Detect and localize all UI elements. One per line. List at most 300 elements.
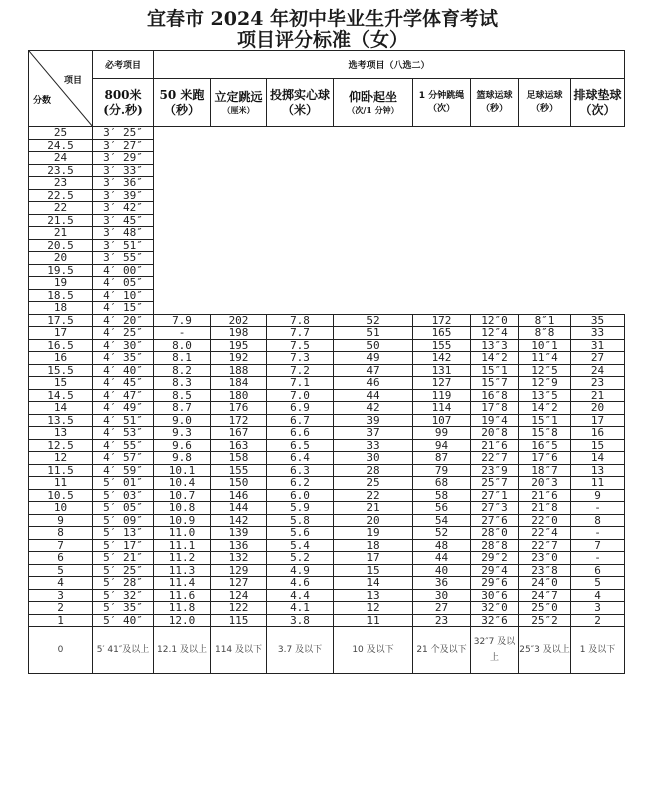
cell-standing-jump: 163 [211,439,267,452]
cell-standing-jump: 188 [211,364,267,377]
cell-basketball: 25″7 [471,477,519,490]
cell-volleyball: 6 [571,564,625,577]
table-row [29,589,625,602]
cell-football: 15″1 [519,414,571,427]
cell-standing-jump: 122 [211,602,267,615]
cell-sit-ups: 46 [334,377,413,390]
cell-standing-jump: 136 [211,539,267,552]
col-unit: （秒） [163,102,200,117]
cell-football: 22″4 [519,527,571,540]
cell-sit-ups: 13 [334,589,413,602]
cell-football: 11″4 [519,352,571,365]
cell-800m: 5′ 17″ [93,539,154,552]
cell-standing-jump: 155 [211,464,267,477]
cell-sit-ups: 15 [334,564,413,577]
cell-800m: 4′ 40″ [93,364,154,377]
cell-50m: 8.5 [154,389,211,402]
cell-volleyball: 2 [571,614,625,627]
cell-football: 22″7 [519,539,571,552]
cell-sit-ups: 33 [334,439,413,452]
cell-score: 24.5 [29,139,93,152]
cell-800m: 5′ 03″ [93,489,154,502]
cell-shot-put: 4.1 [267,602,334,615]
col-header-standing-jump [211,79,267,127]
cell-score: 11.5 [29,464,93,477]
cell-rope-skipping: 94 [413,439,471,452]
cell-volleyball: 15 [571,439,625,452]
table-row [29,314,625,327]
table-row [29,127,625,140]
col-name: 仰卧起坐 [348,89,397,104]
cell-shot-put: 4.4 [267,589,334,602]
cell-sit-ups: 47 [334,364,413,377]
col-unit: （次） [427,103,455,114]
col-name: 篮球运球 [476,90,513,101]
cell-standing-jump: 195 [211,339,267,352]
cell-standing-jump: 127 [211,577,267,590]
cell-800m: 3′ 33″ [93,164,154,177]
cell-football: 14″2 [519,402,571,415]
cell-football: 25″0 [519,602,571,615]
cell-score: 16.5 [29,339,93,352]
cell-volleyball: - [571,552,625,565]
cell-rope-skipping: 99 [413,427,471,440]
cell-50m: 10.9 [154,514,211,527]
cell-volleyball: 4 [571,589,625,602]
cell-score: 17 [29,327,93,340]
cell-shot-put: 7.7 [267,327,334,340]
cell-800m: 5′ 21″ [93,552,154,565]
header-row-groups [29,51,625,79]
cell-football: 13″5 [519,389,571,402]
cell-rope-skipping: 79 [413,464,471,477]
cell-standing-jump: 115 [211,614,267,627]
cell-volleyball: 14 [571,452,625,465]
cell-shot-put: 6.0 [267,489,334,502]
cell-standing-jump: 198 [211,327,267,340]
cell-rope-skipping: 87 [413,452,471,465]
cell-800m: 5′ 05″ [93,502,154,515]
cell-score: 18 [29,302,93,315]
cell-shot-put: 5.8 [267,514,334,527]
cell-800m: 5′ 32″ [93,589,154,602]
cell-50m: 11.0 [154,527,211,540]
cell-sit-ups: 37 [334,427,413,440]
cell-score: 25 [29,127,93,140]
cell-50m: 10.1 [154,464,211,477]
table-row [29,602,625,615]
cell-score: 16 [29,352,93,365]
table-row [29,552,625,565]
scoring-table [28,50,625,674]
cell-basketball: 29″2 [471,552,519,565]
cell-shot-put: 7.8 [267,314,334,327]
col-header-shot-put [267,79,334,127]
cell-50m: 11.3 [154,564,211,577]
cell-50m: 9.6 [154,439,211,452]
cell-score: 17.5 [29,314,93,327]
cell-800m: 3′ 55″ [93,252,154,265]
cell-50m: 10.4 [154,477,211,490]
cell-50m: 9.3 [154,427,211,440]
cell-score: 23 [29,177,93,190]
cell-score: 14 [29,402,93,415]
cell-rope-skipping: 44 [413,552,471,565]
cell-basketball: 29″4 [471,564,519,577]
table-row [29,614,625,627]
cell-basketball: 21″6 [471,439,519,452]
cell-basketball: 12″0 [471,314,519,327]
cell-score: 12 [29,452,93,465]
cell-50m: 8.1 [154,352,211,365]
cell-rope-skipping: 114 [413,402,471,415]
cell-score: 13.5 [29,414,93,427]
col-name: 投掷实心球 [269,87,330,102]
cell-shot-put: 4.6 [267,577,334,590]
cell-basketball: 22″7 [471,452,519,465]
cell-shot-put: 7.2 [267,364,334,377]
cell-800m: 4′ 47″ [93,389,154,402]
cell-50m: 8.7 [154,402,211,415]
cell-800m: 3′ 51″ [93,239,154,252]
table-row [29,339,625,352]
cell-standing-jump: 192 [211,352,267,365]
cell-shot-put: 7.1 [267,377,334,390]
cell-standing-jump: 172 [211,414,267,427]
cell-rope-skipping: 40 [413,564,471,577]
col-unit: (分.秒) [103,102,143,117]
cell-basketball: 16″8 [471,389,519,402]
cell-score: 14.5 [29,389,93,402]
cell-800m: 4′ 25″ [93,327,154,340]
cell-sit-ups: 44 [334,389,413,402]
zero-cell-800m: 5′ 41″及以上 [93,627,154,674]
zero-cell-basketball: 32″7 及以上 [471,627,519,674]
cell-rope-skipping: 52 [413,527,471,540]
cell-score: 24 [29,152,93,165]
cell-standing-jump: 124 [211,589,267,602]
cell-volleyball: 27 [571,352,625,365]
cell-sit-ups: 22 [334,489,413,502]
table-row [29,364,625,377]
cell-score: 7 [29,539,93,552]
col-name: 50 米跑 [159,87,205,102]
cell-sit-ups: 39 [334,414,413,427]
zero-cell-standing-jump: 114 及以下 [211,627,267,674]
cell-rope-skipping: 23 [413,614,471,627]
cell-800m: 4′ 15″ [93,302,154,315]
cell-shot-put: 6.3 [267,464,334,477]
document-title-line1: 宜春市 2024 年初中毕业生升学体育考试 [146,8,499,30]
cell-score: 13 [29,427,93,440]
cell-rope-skipping: 58 [413,489,471,502]
cell-basketball: 17″8 [471,402,519,415]
cell-score: 10 [29,502,93,515]
cell-sit-ups: 21 [334,502,413,515]
zero-cell-football: 25″3 及以上 [519,627,571,674]
cell-800m: 5′ 28″ [93,577,154,590]
cell-800m: 3′ 25″ [93,127,154,140]
col-name: 800米 [104,87,142,102]
cell-shot-put: 5.9 [267,502,334,515]
cell-50m: 8.2 [154,364,211,377]
zero-cell-sit-ups: 10 及以下 [334,627,413,674]
cell-800m: 5′ 01″ [93,477,154,490]
cell-basketball: 19″4 [471,414,519,427]
cell-standing-jump: 158 [211,452,267,465]
table-row [29,389,625,402]
cell-football: 12″5 [519,364,571,377]
elective-group-header: 选考项目（八选二） [154,51,625,79]
cell-volleyball: 31 [571,339,625,352]
cell-standing-jump: 146 [211,489,267,502]
cell-score: 5 [29,564,93,577]
table-row [29,327,625,340]
cell-standing-jump: 202 [211,314,267,327]
cell-football: 8″8 [519,327,571,340]
cell-800m: 5′ 13″ [93,527,154,540]
col-unit: （次） [579,102,616,117]
table-row [29,539,625,552]
empty-elective-area [154,127,625,315]
cell-score: 6 [29,552,93,565]
corner-label-score: 分数 [33,96,52,106]
col-header-basketball [471,79,519,127]
cell-football: 10″1 [519,339,571,352]
cell-50m: 7.9 [154,314,211,327]
cell-800m: 4′ 35″ [93,352,154,365]
cell-basketball: 23″9 [471,464,519,477]
cell-50m: 11.6 [154,589,211,602]
cell-score: 15 [29,377,93,390]
table-row [29,352,625,365]
cell-shot-put: 6.2 [267,477,334,490]
cell-rope-skipping: 131 [413,364,471,377]
col-header-800m [93,79,154,127]
cell-rope-skipping: 155 [413,339,471,352]
cell-800m: 5′ 40″ [93,614,154,627]
cell-rope-skipping: 56 [413,502,471,515]
cell-basketball: 28″0 [471,527,519,540]
cell-standing-jump: 180 [211,389,267,402]
cell-sit-ups: 18 [334,539,413,552]
cell-score: 9 [29,514,93,527]
cell-800m: 4′ 55″ [93,439,154,452]
cell-rope-skipping: 119 [413,389,471,402]
cell-volleyball: 7 [571,539,625,552]
cell-800m: 3′ 39″ [93,189,154,202]
cell-basketball: 12″4 [471,327,519,340]
cell-800m: 4′ 45″ [93,377,154,390]
cell-football: 24″7 [519,589,571,602]
cell-basketball: 32″0 [471,602,519,615]
cell-score: 4 [29,577,93,590]
cell-score: 22.5 [29,189,93,202]
col-name: 立定跳远 [214,89,263,104]
cell-score: 2 [29,602,93,615]
cell-volleyball: 20 [571,402,625,415]
col-unit: （米） [281,102,318,117]
cell-volleyball: - [571,502,625,515]
cell-50m: 12.0 [154,614,211,627]
cell-sit-ups: 17 [334,552,413,565]
cell-800m: 5′ 35″ [93,602,154,615]
cell-50m: 9.8 [154,452,211,465]
cell-rope-skipping: 48 [413,539,471,552]
table-row [29,577,625,590]
cell-800m: 4′ 00″ [93,264,154,277]
cell-volleyball: 17 [571,414,625,427]
cell-basketball: 28″8 [471,539,519,552]
cell-football: 20″3 [519,477,571,490]
cell-football: 23″8 [519,564,571,577]
cell-800m: 4′ 10″ [93,289,154,302]
cell-basketball: 30″6 [471,589,519,602]
cell-football: 21″8 [519,502,571,515]
cell-rope-skipping: 54 [413,514,471,527]
table-row [29,377,625,390]
cell-50m: 10.7 [154,489,211,502]
cell-score: 11 [29,477,93,490]
cell-score: 23.5 [29,164,93,177]
cell-football: 24″0 [519,577,571,590]
cell-800m: 4′ 20″ [93,314,154,327]
cell-score: 19.5 [29,264,93,277]
table-row-zero [29,627,625,674]
cell-50m: 11.1 [154,539,211,552]
col-unit: （秒） [530,103,558,114]
cell-score: 15.5 [29,364,93,377]
cell-score: 21 [29,227,93,240]
cell-rope-skipping: 142 [413,352,471,365]
cell-football: 12″9 [519,377,571,390]
cell-score: 19 [29,277,93,290]
col-name: 排球垫球 [573,87,622,102]
cell-score: 21.5 [29,214,93,227]
cell-50m: 8.3 [154,377,211,390]
zero-cell-rope-skipping: 21 个及以下 [413,627,471,674]
cell-800m: 4′ 51″ [93,414,154,427]
cell-800m: 3′ 48″ [93,227,154,240]
col-unit: （次/1 分钟） [347,104,399,115]
cell-sit-ups: 51 [334,327,413,340]
table-row [29,464,625,477]
table-row [29,477,625,490]
cell-rope-skipping: 36 [413,577,471,590]
cell-rope-skipping: 127 [413,377,471,390]
cell-volleyball: 5 [571,577,625,590]
cell-800m: 4′ 53″ [93,427,154,440]
table-row [29,402,625,415]
col-name: 1 分钟跳绳 [418,90,465,101]
cell-shot-put: 6.4 [267,452,334,465]
cell-50m: 11.8 [154,602,211,615]
cell-800m: 4′ 59″ [93,464,154,477]
zero-cell-shot-put: 3.7 及以下 [267,627,334,674]
cell-800m: 3′ 42″ [93,202,154,215]
cell-50m: - [154,327,211,340]
cell-football: 23″0 [519,552,571,565]
cell-shot-put: 6.7 [267,414,334,427]
cell-football: 25″2 [519,614,571,627]
cell-rope-skipping: 107 [413,414,471,427]
cell-shot-put: 5.2 [267,552,334,565]
cell-basketball: 13″3 [471,339,519,352]
cell-standing-jump: 176 [211,402,267,415]
cell-50m: 11.2 [154,552,211,565]
cell-shot-put: 5.6 [267,527,334,540]
cell-50m: 9.0 [154,414,211,427]
cell-basketball: 20″8 [471,427,519,440]
document-title-line2: 项目评分标准（女） [236,29,408,51]
cell-sit-ups: 49 [334,352,413,365]
col-unit: （秒） [480,103,508,114]
cell-standing-jump: 142 [211,514,267,527]
cell-50m: 8.0 [154,339,211,352]
table-row [29,514,625,527]
table-row [29,489,625,502]
zero-cell-50m: 12.1 及以上 [154,627,211,674]
table-row [29,414,625,427]
cell-sit-ups: 14 [334,577,413,590]
cell-standing-jump: 144 [211,502,267,515]
col-header-volleyball [571,79,625,127]
cell-sit-ups: 30 [334,452,413,465]
cell-football: 21″6 [519,489,571,502]
col-unit: （厘米） [222,104,255,115]
cell-sit-ups: 42 [334,402,413,415]
cell-basketball: 27″6 [471,514,519,527]
cell-score: 18.5 [29,289,93,302]
cell-shot-put: 7.5 [267,339,334,352]
cell-football: 16″5 [519,439,571,452]
cell-basketball: 15″1 [471,364,519,377]
cell-volleyball: - [571,527,625,540]
cell-50m: 10.8 [154,502,211,515]
cell-basketball: 32″6 [471,614,519,627]
cell-800m: 3′ 36″ [93,177,154,190]
col-header-sit-ups [334,79,413,127]
cell-shot-put: 4.9 [267,564,334,577]
cell-shot-put: 6.9 [267,402,334,415]
cell-800m: 3′ 29″ [93,152,154,165]
cell-800m: 5′ 25″ [93,564,154,577]
cell-score: 20 [29,252,93,265]
cell-800m: 3′ 27″ [93,139,154,152]
cell-sit-ups: 11 [334,614,413,627]
zero-cell-volleyball: 1 及以下 [571,627,625,674]
col-header-football [519,79,571,127]
cell-volleyball: 24 [571,364,625,377]
cell-sit-ups: 52 [334,314,413,327]
table-row [29,564,625,577]
cell-volleyball: 23 [571,377,625,390]
diagonal-line [29,51,93,127]
cell-800m: 3′ 45″ [93,214,154,227]
table-row [29,527,625,540]
corner-header-cell [29,51,93,127]
cell-shot-put: 6.5 [267,439,334,452]
cell-score: 12.5 [29,439,93,452]
cell-standing-jump: 129 [211,564,267,577]
cell-standing-jump: 132 [211,552,267,565]
cell-800m: 4′ 49″ [93,402,154,415]
cell-football: 15″8 [519,427,571,440]
cell-standing-jump: 139 [211,527,267,540]
cell-score: 10.5 [29,489,93,502]
cell-score: 3 [29,589,93,602]
header-row-columns [29,79,625,127]
